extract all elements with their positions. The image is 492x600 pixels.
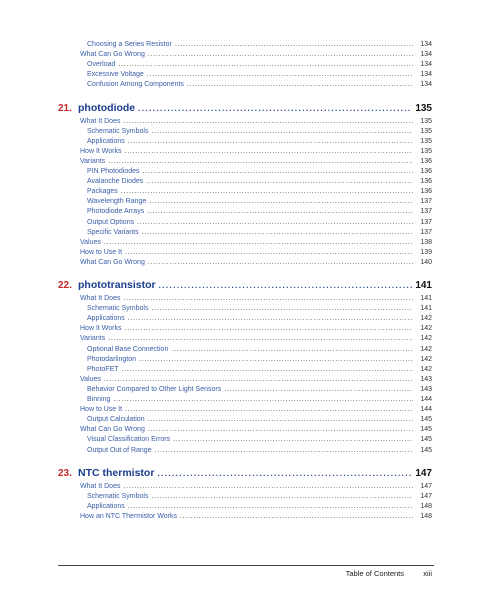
page-number: 134 (420, 41, 432, 48)
dot-leader (148, 258, 413, 268)
toc-subsection[interactable] (87, 177, 432, 187)
page-number: 145 (420, 416, 432, 424)
page-number: 135 (415, 102, 432, 114)
page-number: 137 (420, 218, 432, 226)
dot-leader (118, 60, 413, 70)
dot-leader (139, 355, 413, 365)
dot-leader (122, 365, 413, 375)
entry-title[interactable]: How to Use It (80, 248, 123, 256)
dot-leader (123, 482, 413, 492)
dot-leader (128, 137, 413, 147)
dot-leader (128, 314, 413, 324)
entry-title[interactable]: Applications (87, 137, 125, 145)
page-number: 145 (420, 436, 432, 444)
entry-title[interactable]: Output Out of Range (87, 446, 152, 454)
entry-title[interactable]: Wavelength Range (87, 198, 147, 206)
page-number: 137 (420, 208, 432, 216)
page-number: 147 (415, 467, 432, 479)
toc-section[interactable] (80, 482, 432, 492)
toc-section[interactable] (80, 375, 432, 385)
dot-leader (151, 127, 413, 137)
toc-section[interactable] (80, 512, 432, 522)
page-number: 136 (420, 157, 432, 165)
entry-title[interactable]: Variants (80, 157, 106, 165)
entry-title[interactable]: Packages (87, 188, 118, 196)
dot-leader (121, 187, 413, 197)
toc-section[interactable] (80, 324, 432, 334)
entry-title[interactable]: What It Does (80, 295, 121, 302)
page-number: 135 (420, 147, 432, 155)
page-number: 147 (420, 482, 432, 490)
entry-title[interactable]: How It Works (80, 325, 122, 333)
toc-subsection[interactable] (87, 365, 432, 375)
dot-leader (138, 102, 412, 116)
entry-title[interactable]: Photodarlington (87, 355, 137, 363)
page-number: 136 (420, 178, 432, 186)
entry-title[interactable]: How to Use It (80, 406, 123, 414)
toc-subsection[interactable] (87, 395, 432, 405)
chapter-title[interactable]: photodiode (78, 101, 136, 114)
page-number: 143 (420, 375, 432, 383)
toc-chapter[interactable] (58, 101, 432, 115)
entry-title[interactable]: Applications (87, 315, 125, 323)
dot-leader (142, 228, 413, 238)
footer-divider (58, 565, 434, 566)
entry-title[interactable]: Schematic Symbols (87, 492, 149, 500)
page-number: 147 (420, 492, 432, 500)
toc-subsection[interactable] (87, 80, 432, 90)
page-number: 142 (420, 325, 432, 333)
entry-title[interactable]: Visual Classification Errors (87, 436, 171, 444)
entry-title[interactable]: Confusion Among Components (87, 81, 184, 89)
dot-leader (108, 334, 413, 344)
dot-leader (149, 197, 413, 207)
entry-title[interactable]: Overload (87, 61, 116, 69)
entry-title[interactable]: Applications (87, 502, 125, 510)
dot-leader (104, 238, 413, 248)
toc-section[interactable] (80, 248, 432, 258)
toc-subsection[interactable] (87, 207, 432, 217)
dot-leader (171, 345, 413, 355)
entry-title[interactable]: Photodiode Arrays (87, 208, 145, 216)
page-number: 138 (420, 238, 432, 246)
page-number: 142 (420, 365, 432, 373)
page-number: 136 (420, 188, 432, 196)
entry-title[interactable]: Optional Base Connection (87, 345, 169, 353)
page-number: 142 (420, 355, 432, 363)
page-number: 144 (420, 396, 432, 403)
entry-title[interactable]: What It Does (80, 482, 121, 490)
toc-subsection[interactable] (87, 502, 432, 512)
toc-chapter[interactable] (58, 278, 432, 292)
page-number: 143 (420, 385, 432, 393)
toc-subsection[interactable] (87, 314, 432, 324)
dot-leader (147, 207, 413, 217)
footer-page-number: xiii (423, 569, 432, 578)
dot-leader (125, 405, 413, 415)
entry-title[interactable]: PhotoFET (87, 365, 119, 373)
entry-title[interactable]: What Can Go Wrong (80, 258, 145, 266)
toc-section[interactable] (80, 238, 432, 248)
entry-title[interactable]: Values (80, 238, 101, 246)
dot-leader (175, 40, 413, 50)
page-number: 134 (420, 71, 432, 79)
toc-subsection[interactable] (87, 60, 432, 70)
dot-leader (125, 324, 414, 334)
toc-section[interactable] (80, 334, 432, 344)
toc-subsection[interactable] (87, 197, 432, 207)
entry-title[interactable]: Choosing a Series Resistor (87, 41, 172, 48)
toc-subsection[interactable] (87, 345, 432, 355)
dot-leader (148, 425, 413, 435)
dot-leader (147, 70, 413, 80)
toc-subsection[interactable] (87, 187, 432, 197)
entry-title[interactable]: How an NTC Thermistor Works (80, 512, 177, 520)
page-number: 134 (420, 51, 432, 59)
toc-subsection[interactable] (87, 70, 432, 80)
entry-title[interactable]: How It Works (80, 147, 122, 155)
toc-section[interactable] (80, 425, 432, 435)
dot-leader (104, 375, 413, 385)
page-number: 135 (420, 117, 432, 125)
toc-section[interactable] (80, 405, 432, 415)
page-number: 141 (415, 280, 432, 291)
toc-subsection[interactable] (87, 218, 432, 228)
toc-section[interactable] (80, 258, 432, 268)
toc-section[interactable] (80, 117, 432, 127)
toc-subsection[interactable] (87, 167, 432, 177)
page-number: 135 (420, 137, 432, 145)
dot-leader (180, 512, 413, 522)
chapter-number: 22. (58, 280, 72, 291)
page-number: 135 (420, 127, 432, 135)
page-number: 139 (420, 248, 432, 256)
chapter-title[interactable]: phototransistor (78, 279, 156, 291)
entry-title[interactable]: Behavior Compared to Other Light Sensors (87, 385, 222, 393)
dot-leader (123, 294, 413, 304)
entry-title[interactable]: Output Options (87, 218, 135, 226)
page-number: 134 (420, 81, 432, 89)
dot-leader (224, 385, 413, 395)
dot-leader (151, 304, 413, 314)
toc-section[interactable] (80, 50, 432, 60)
dot-leader (146, 177, 413, 187)
toc-subsection[interactable] (87, 492, 432, 502)
dot-leader (125, 248, 413, 258)
dot-leader (143, 167, 413, 177)
chapter-number: 21. (58, 102, 72, 114)
entry-title[interactable]: Schematic Symbols (87, 305, 149, 313)
dot-leader (128, 502, 413, 512)
toc-subsection[interactable] (87, 137, 432, 147)
entry-title[interactable]: Output Calculation (87, 416, 145, 424)
dot-leader (159, 279, 413, 293)
toc-section[interactable] (80, 294, 432, 304)
entry-title[interactable]: Variants (80, 335, 106, 343)
page-number: 142 (420, 335, 432, 343)
entry-title[interactable]: Binning (87, 396, 111, 403)
page-number: 136 (420, 168, 432, 175)
page-number: 142 (420, 345, 432, 353)
page-number: 142 (420, 315, 432, 323)
toc-chapter[interactable] (58, 466, 432, 480)
chapter-title[interactable]: NTC thermistor (78, 466, 155, 479)
toc-subsection[interactable] (87, 446, 432, 456)
page-number: 141 (420, 295, 432, 302)
entry-title[interactable]: Specific Variants (87, 228, 139, 236)
footer-label: Table of Contents (345, 569, 404, 578)
toc-subsection[interactable] (87, 127, 432, 137)
page-number: 145 (420, 446, 432, 454)
toc-subsection[interactable] (87, 40, 432, 50)
toc-subsection[interactable] (87, 228, 432, 238)
chapter-number: 23. (58, 467, 72, 479)
dot-leader (173, 435, 413, 445)
dot-leader (108, 157, 413, 167)
toc-subsection[interactable] (87, 385, 432, 395)
dot-leader (148, 415, 413, 425)
page-number: 145 (420, 426, 432, 434)
toc-subsection[interactable] (87, 415, 432, 425)
entry-title[interactable]: What It Does (80, 117, 121, 125)
dot-leader (123, 117, 413, 127)
toc-subsection[interactable] (87, 355, 432, 365)
dot-leader (187, 80, 413, 90)
page-number: 148 (420, 502, 432, 510)
toc-subsection[interactable] (87, 304, 432, 314)
page-number: 140 (420, 258, 432, 266)
page-number: 137 (420, 228, 432, 236)
dot-leader (125, 147, 414, 157)
toc-section[interactable] (80, 157, 432, 167)
page-number: 144 (420, 406, 432, 414)
dot-leader (155, 446, 413, 456)
entry-title[interactable]: What Can Go Wrong (80, 426, 145, 434)
entry-title[interactable]: Excessive Voltage (87, 71, 144, 79)
entry-title[interactable]: What Can Go Wrong (80, 51, 145, 59)
toc-subsection[interactable] (87, 435, 432, 445)
toc-section[interactable] (80, 147, 432, 157)
page-number: 134 (420, 61, 432, 69)
entry-title[interactable]: Schematic Symbols (87, 127, 149, 135)
dot-leader (137, 218, 413, 228)
page-number: 137 (420, 198, 432, 206)
entry-title[interactable]: Values (80, 375, 101, 383)
page-number: 148 (420, 512, 432, 520)
page-number: 141 (420, 305, 432, 313)
entry-title[interactable]: Avalanche Diodes (87, 178, 144, 186)
dot-leader (157, 467, 412, 481)
entry-title[interactable]: PIN Photodiodes (87, 168, 140, 175)
dot-leader (113, 395, 413, 405)
dot-leader (151, 492, 413, 502)
dot-leader (148, 50, 413, 60)
